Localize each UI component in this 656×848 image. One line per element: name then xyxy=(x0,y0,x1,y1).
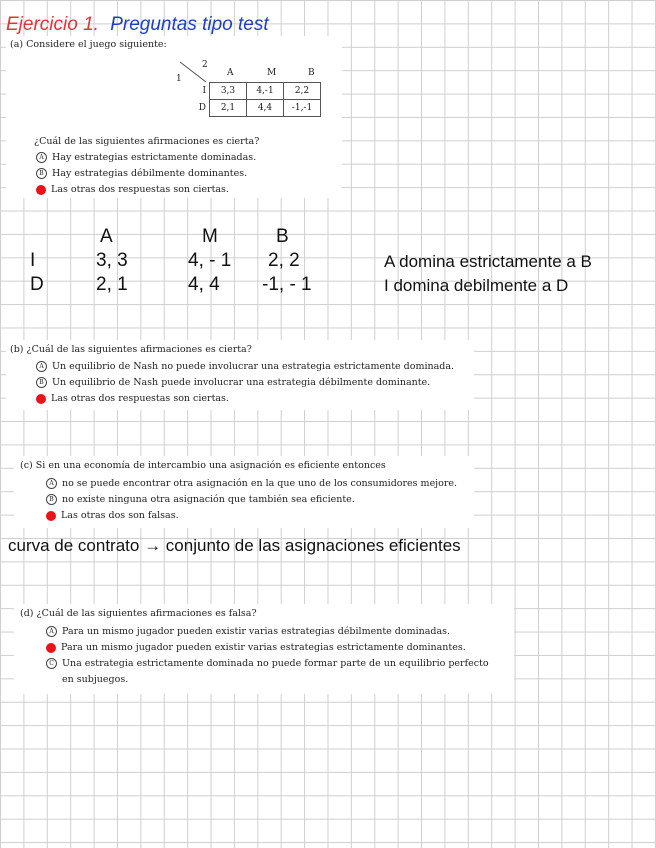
col-header-a: A xyxy=(227,68,234,78)
option-marker: A xyxy=(46,478,57,489)
payoff-cell: 4,-1 xyxy=(247,83,284,100)
payoff-cell: 2,1 xyxy=(210,100,247,117)
question-b-block xyxy=(6,340,474,410)
table-row xyxy=(192,100,321,117)
payoff-cell: -1,-1 xyxy=(284,100,321,117)
option-text: Hay estrategias estrictamente dominadas. xyxy=(52,152,257,163)
selected-answer-dot xyxy=(36,185,46,195)
player-row-label: 1 xyxy=(176,74,182,84)
question-a-label: (a) Considere el juego siguiente: xyxy=(10,39,167,50)
question-d-text: (d) ¿Cuál de las siguientes afirmaciones es falsa? xyxy=(20,608,257,619)
note-row-label-d: D xyxy=(30,274,44,295)
option-marker: C xyxy=(46,658,57,669)
option-text: Las otras dos respuestas son ciertas. xyxy=(51,184,229,195)
option-marker: A xyxy=(46,626,57,637)
option-marker: A xyxy=(36,152,47,163)
game-matrix xyxy=(172,60,332,124)
option-a-a xyxy=(36,152,256,163)
option-text: Para un mismo jugador pueden existir varias estrategias estrictamente dominantes. xyxy=(61,642,466,653)
note-cell: 2, 2 xyxy=(268,250,300,271)
question-c-block xyxy=(14,456,474,528)
option-text: Hay estrategias débilmente dominantes. xyxy=(52,168,248,179)
option-b-a xyxy=(36,361,454,372)
table-row xyxy=(192,83,321,100)
col-header-b: B xyxy=(308,68,315,78)
row-label-i: I xyxy=(202,86,206,96)
note-cell: -1, - 1 xyxy=(262,274,312,295)
option-text: no existe ninguna otra asignación que también sea eficiente. xyxy=(62,494,355,505)
option-text: Para un mismo jugador pueden existir varias estrategias débilmente dominadas. xyxy=(62,626,451,637)
payoff-table xyxy=(192,82,321,117)
option-text: Las otras dos son falsas. xyxy=(61,510,179,521)
option-marker: B xyxy=(46,494,57,505)
col-header-m: M xyxy=(267,68,277,78)
selected-answer-dot xyxy=(46,643,56,653)
question-c-text: (c) Si en una economía de intercambio una asignación es eficiente entonces xyxy=(20,460,386,471)
option-marker: B xyxy=(36,168,47,179)
note-header-b: B xyxy=(276,226,289,247)
selected-answer-dot xyxy=(46,511,56,521)
option-d-c-continuation: en subjuegos. xyxy=(62,674,129,685)
note-contract-curve: curva de contrato → conjunto de las asignaciones eficientes xyxy=(8,536,461,555)
option-d-c xyxy=(46,658,489,669)
note-remark-dominance-a-b: A domina estrictamente a B xyxy=(384,252,592,271)
option-marker: A xyxy=(36,361,47,372)
payoff-cell: 4,4 xyxy=(247,100,284,117)
option-b-c xyxy=(36,393,229,404)
question-d-block xyxy=(14,604,514,694)
option-a-b xyxy=(36,168,247,179)
option-text: Las otras dos respuestas son ciertas. xyxy=(51,393,229,404)
note-header-a: A xyxy=(100,226,113,247)
payoff-cell: 2,2 xyxy=(284,83,321,100)
note-cell: 4, - 1 xyxy=(188,250,232,271)
option-marker: B xyxy=(36,377,47,388)
note-remark-dominance-i-d: I domina debilmente a D xyxy=(384,276,569,295)
note-header-m: M xyxy=(202,226,218,247)
note-row-label-i: I xyxy=(30,250,36,271)
option-text: no se puede encontrar otra asignación en la que uno de los consumidores mejore. xyxy=(62,478,458,489)
note-cell: 2, 1 xyxy=(96,274,128,295)
option-text: Una estrategia estrictamente dominada no puede formar parte de un equilibrio perfecto xyxy=(62,658,489,669)
question-a-block xyxy=(6,36,342,198)
option-text: Un equilibrio de Nash no puede involucrar una estrategia estrictamente dominada. xyxy=(52,361,455,372)
option-c-c xyxy=(46,510,179,521)
note-cell: 4, 4 xyxy=(188,274,220,295)
row-label-d: D xyxy=(198,103,206,113)
note-cell: 3, 3 xyxy=(96,250,128,271)
question-a-text: ¿Cuál de las siguientes afirmaciones es cierta? xyxy=(34,136,260,147)
option-a-c xyxy=(36,184,229,195)
option-c-b xyxy=(46,494,355,505)
option-c-a xyxy=(46,478,457,489)
exercise-title xyxy=(6,14,269,36)
payoff-cell: 3,3 xyxy=(210,83,247,100)
selected-answer-dot xyxy=(36,394,46,404)
player-col-label: 2 xyxy=(202,60,208,70)
option-d-b xyxy=(46,642,466,653)
option-b-b xyxy=(36,377,430,388)
exercise-number: Ejercicio 1. xyxy=(6,14,99,35)
option-d-a xyxy=(46,626,450,637)
question-b-text: (b) ¿Cuál de las siguientes afirmaciones es cierta? xyxy=(10,344,252,355)
exercise-subtitle: Preguntas tipo test xyxy=(110,14,269,35)
option-text: Un equilibrio de Nash puede involucrar una estrategia débilmente dominante. xyxy=(52,377,431,388)
